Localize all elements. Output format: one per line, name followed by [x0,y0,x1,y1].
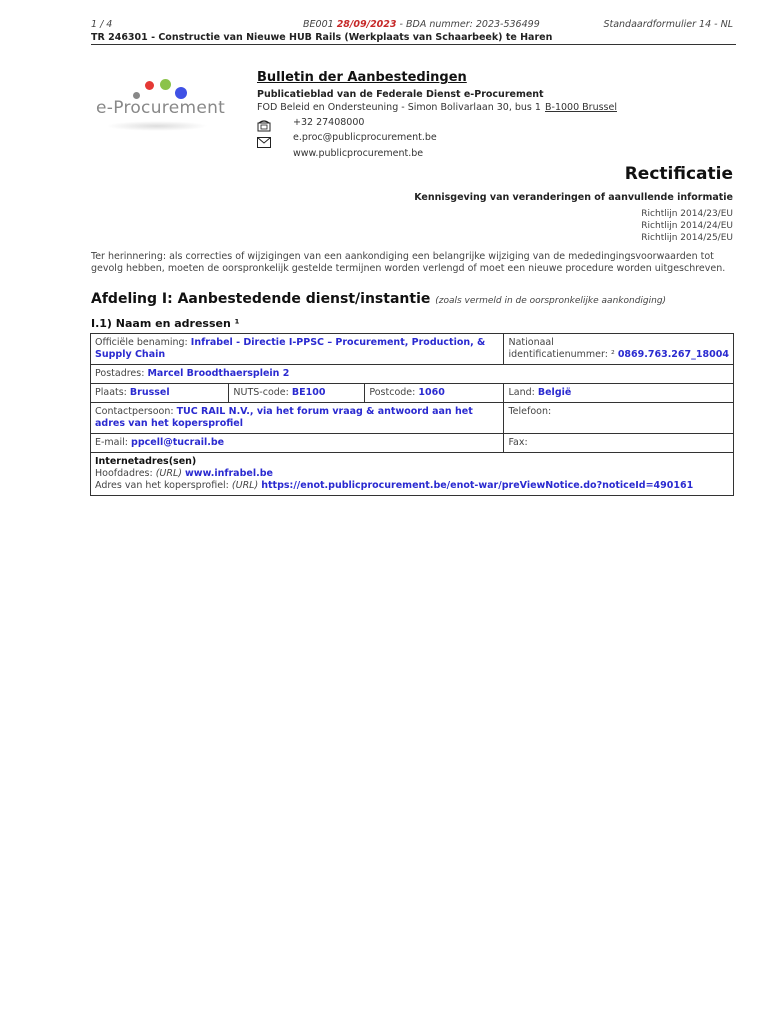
main-address-line [95,468,729,480]
reminder-note: Ter herinnering: als correcties of wijzigingen van een aankondiging een belangrijke wijziging van de mededingingsvoorwaarden tot gevolg hebben, moeten de oorspronkelijk gestelde termijnen worden verlengd of moet een nieuwe procedure worden uitgeschreven. [91,251,726,274]
main-address-label: Hoofdadres: [95,468,153,479]
city-cell [91,384,229,403]
table-row [91,365,734,384]
fax-cell [504,434,734,453]
bulletin-title: Bulletin der Aanbestedingen [257,70,467,85]
table-row [91,384,734,403]
city-value: Brussel [129,387,170,398]
bulletin-email[interactable]: e.proc@publicprocurement.be [293,132,437,143]
postcode-value: 1060 [418,387,445,398]
postal-address-cell [91,365,734,384]
form-name: Standaardformulier 14 - NL [603,19,733,30]
section-title-note: (zoals vermeld in de oorspronkelijke aankondiging) [435,296,667,306]
nuts-label: NUTS-code: [233,387,289,398]
envelope-icon [257,133,271,144]
nuts-cell [229,384,365,403]
logo-dot-red [145,81,154,90]
internet-label: Internetadres(sen) [95,456,197,467]
form-code: BE001 [303,19,334,30]
section-heading [91,291,666,307]
contact-value: TUC RAIL N.V., via het forum vraag & antwoord aan het adres van het kopersprofiel [95,406,473,429]
logo-dot-green [160,79,171,90]
postcode-cell [365,384,504,403]
tender-title: TR 246301 - Constructie van Nieuwe HUB Rails (Werkplaats van Schaarbeek) te Haren [91,32,553,43]
directive-3: Richtlijn 2014/25/EU [641,233,733,243]
page-number: 1 / 4 [91,19,113,30]
main-address-url-tag: (URL) [155,468,182,479]
official-name-value: Infrabel - Directie I-PPSC – Procurement, Production, & Supply Chain [95,337,486,360]
notice-title: Rectificatie [624,164,733,184]
postcode-label: Postcode: [369,387,416,398]
internet-cell [91,453,734,496]
national-id-label-1: Nationaal [508,337,554,348]
buyer-profile-link[interactable]: https://enot.publicprocurement.be/enot-war/preViewNotice.do?noticeId=490161 [261,480,694,491]
contracting-authority-table [90,333,734,496]
national-id-label-2: identificatienummer: ² [508,349,615,360]
email-cell [91,434,504,453]
postal-address-label: Postadres: [95,368,145,379]
subsection-title: I.1) Naam en adressen ¹ [91,317,240,330]
main-address-link[interactable]: www.infrabel.be [185,468,273,479]
table-row [91,403,734,434]
bulletin-subtitle: Publicatieblad van de Federale Dienst e-Procurement [257,89,544,100]
buyer-profile-line [95,480,729,492]
phone-cell [504,403,734,434]
fax-label: Fax: [508,437,528,448]
country-label: Land: [508,387,535,398]
bda-number: - BDA nummer: 2023-536499 [399,19,540,30]
postal-address-value: Marcel Broodthaersplein 2 [147,368,290,379]
contact-cell [91,403,504,434]
notice-subtitle: Kennisgeving van veranderingen of aanvullende informatie [414,192,733,203]
form-reference [303,19,540,30]
directive-2: Richtlijn 2014/24/EU [641,221,733,231]
phone-label: Telefoon: [508,406,552,417]
table-row [91,434,734,453]
directive-1: Richtlijn 2014/23/EU [641,209,733,219]
bulletin-website[interactable]: www.publicprocurement.be [293,148,424,159]
email-value[interactable]: ppcell@tucrail.be [131,437,225,448]
national-id-value: 0869.763.267_18004 [617,349,729,360]
e-procurement-logo [0,0,230,140]
buyer-profile-label: Adres van het kopersprofiel: [95,480,229,491]
country-cell [504,384,734,403]
bulletin-phone: +32 27408000 [293,117,365,128]
national-id-cell [504,334,734,365]
logo-swoosh [106,121,208,131]
bulletin-postal: B-1000 Brussel [545,102,617,113]
table-row [91,453,734,496]
bulletin-address: FOD Beleid en Ondersteuning - Simon Bolivarlaan 30, bus 1 [257,102,541,113]
official-name-label: Officiële benaming: [95,337,188,348]
contact-label: Contactpersoon: [95,406,174,417]
nuts-value: BE100 [291,387,326,398]
country-value: België [537,387,572,398]
logo-text: e-Procurement [96,98,226,118]
email-label: E-mail: [95,437,128,448]
section-title: Afdeling I: Aanbestedende dienst/instantie [91,291,431,307]
official-name-cell [91,334,504,365]
city-label: Plaats: [95,387,127,398]
publication-date: 28/09/2023 [336,19,397,30]
phone-icon [257,117,271,128]
buyer-profile-url-tag: (URL) [231,480,259,491]
table-row [91,334,734,365]
